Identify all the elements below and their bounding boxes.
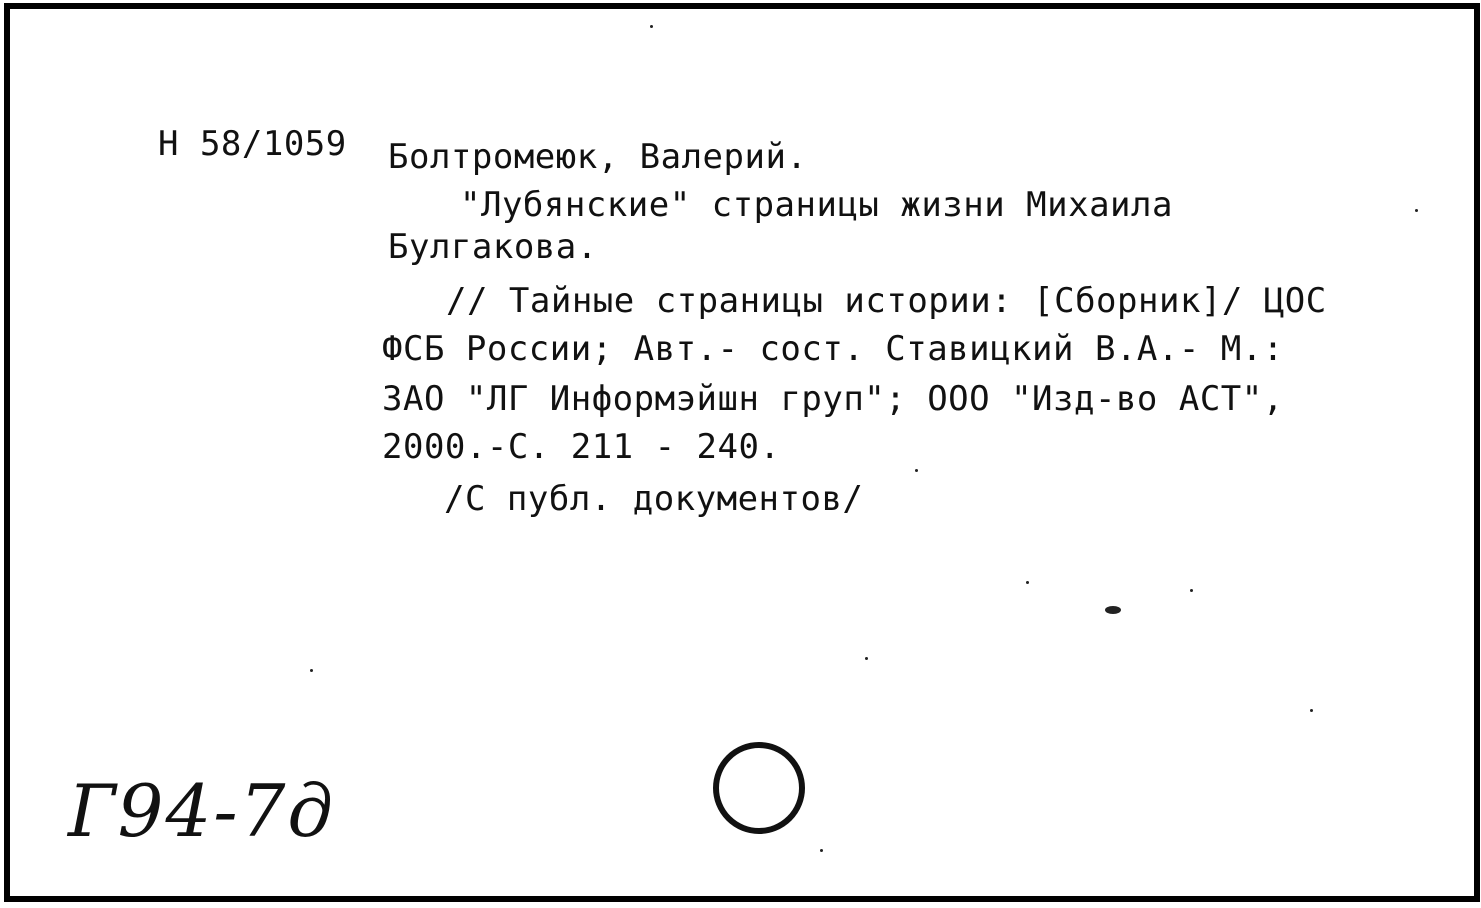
shelfmark: Н 58/1059 (158, 124, 347, 164)
speckle (310, 669, 313, 672)
handwritten-code: Г94-7д (68, 769, 336, 853)
speckle (865, 657, 868, 660)
speckle (1415, 209, 1418, 212)
source-line-4: 2000.-С. 211 - 240. (382, 427, 781, 467)
speckle (650, 25, 653, 28)
note-line: /С публ. документов/ (444, 479, 864, 519)
title-line-1: "Лубянские" страницы жизни Михаила (460, 185, 1173, 225)
source-line-2: ФСБ России; Авт.- сост. Ставицкий В.А.- М.: (382, 329, 1284, 369)
catalog-card (4, 3, 1480, 902)
source-line-1: // Тайные страницы истории: [Сборник]/ ЦОС (446, 281, 1327, 321)
title-line-2: Булгакова. (388, 227, 598, 267)
ink-blot (1105, 606, 1121, 614)
speckle (1026, 581, 1029, 584)
speckle (1310, 709, 1313, 712)
author-heading: Болтромеюк, Валерий. (388, 137, 808, 177)
punch-hole (713, 742, 805, 834)
source-line-3: ЗАО "ЛГ Информэйшн груп"; ООО "Изд-во АСТ", (382, 379, 1284, 419)
speckle (1190, 589, 1193, 592)
speckle (915, 469, 918, 472)
speckle (820, 849, 823, 852)
